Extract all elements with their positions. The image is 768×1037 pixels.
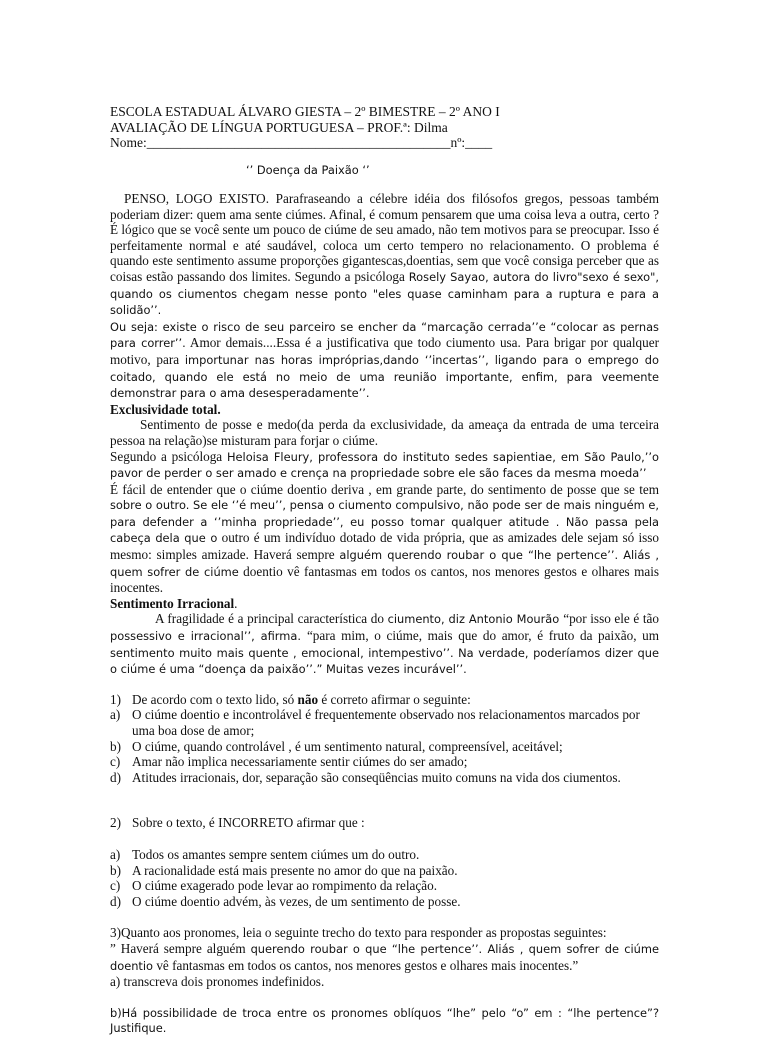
p2-tail: importunar nas horas impróprias,dando ‘’incertas’’, ligando para o emprego do coitado, quando ele está no meio de uma reunião importante, enfim, para veemente demonstrar para o ama desesperadamente’’. — [110, 352, 659, 401]
option-text: O ciúme doentio e incontrolável é frequentemente observado nos relacionamentos marcados por uma boa dose de amor; — [132, 707, 640, 738]
p5-sans-2: alguém querendo roubar o que “lhe pertence’’. Aliás , quem sofrer de ciúme — [110, 548, 659, 579]
header-school: ESCOLA ESTADUAL ÁLVARO GIESTA – 2º BIMESTRE – 2º ANO I — [110, 104, 500, 119]
body-text — [110, 191, 659, 1037]
paragraph-3: Sentimento de posse e medo(da perda da exclusividade, da ameaça da entrada de uma terceira pessoa na relação)se misturam para forjar o ciúme. — [110, 417, 659, 448]
p5-text: É fácil de entender que o ciúme doentio deriva , em grande parte, do sentimento de posse que se tem — [110, 481, 659, 497]
question-2 — [110, 815, 659, 909]
option-text: Amar não implica necessariamente sentir ciúmes do ser amado; — [132, 754, 468, 770]
paragraph-5 — [110, 482, 659, 596]
spacer — [110, 990, 659, 1006]
p1-text: PENSO, LOGO EXISTO. Parafraseando a célebre idéia dos filósofos gregos, pessoas também poderiam dizer: quem ama sente ciúmes. Afinal, é comum pensarem que uma coisa leva a outra, certo ? É lógico que se você sente um pouco de ciúme de seu amado, não tem motivos para se preocupar. Isso é perfeitamente normal e até saudável, coloca um certo tempero no relacionamento. O problema é quando este sentimento assume proporções gigantescas,doentias, sem que você consiga perceber que as coisas estão passando dos limites. Segundo a psicóloga — [110, 191, 659, 284]
question-3a: a) transcreva dois pronomes indefinidos. — [110, 974, 325, 990]
option-letter: b) — [110, 738, 121, 754]
question-1-number: 1) — [110, 691, 121, 707]
question-1-stem — [110, 692, 659, 708]
option-2c — [110, 878, 659, 894]
header — [110, 104, 500, 151]
question-3b: b)Há possibilidade de troca entre os pronomes oblíquos “lhe” pelo “o” em : “lhe pertence”? Justifique. — [110, 1005, 659, 1036]
question-1-post: é correto afirmar o seguinte: — [318, 691, 471, 707]
option-1d — [110, 770, 659, 786]
quote-text: ” Haverá sempre alguém — [110, 940, 251, 956]
heading-exclusividade: Exclusividade total. — [110, 401, 221, 417]
option-text: Atitudes irracionais, dor, separação são conseqüências muito comuns na vida dos ciumentos. — [132, 769, 621, 785]
option-2d — [110, 894, 659, 910]
question-2-stem — [110, 815, 659, 831]
question-1 — [110, 692, 659, 786]
option-text: O ciúme exagerado pode levar ao rompimento da relação. — [132, 878, 438, 894]
spacer — [110, 785, 659, 815]
header-exam: AVALIAÇÃO DE LÍNGUA PORTUGUESA – PROF.ª: Dilma — [110, 119, 448, 135]
option-text: Todos os amantes sempre sentem ciúmes um do outro. — [132, 846, 420, 862]
p5-sans: sobre o outro. Se ele ‘’é meu’’, pensa o ciumento compulsivo, não pode ser de mais ninguém e, para defender a ‘’minha propriedade’’, eu posso tomar qualquer atitude . Não passa pela cabeça dela que o — [110, 498, 659, 546]
paragraph-2 — [110, 319, 659, 402]
question-2-text: Sobre o texto, é INCORRETO afirmar que : — [132, 815, 365, 831]
paragraph-1 — [110, 191, 659, 319]
option-letter: c) — [110, 878, 121, 894]
p6-sans: ciumento, diz Antonio Mourão — [387, 612, 564, 627]
p1-quote: Rosely Sayao, autora do livro"sexo é sexo", quando os ciumentos chegam nesse ponto "eles quase caminham para a ruptura e para a solidão’’. — [110, 269, 659, 318]
p4-quote: Heloisa Fleury, professora do instituto sedes sapientiae, em São Paulo,’’o pavor de perder o ser amado e crença na propriedade sobre ele são faces da mesma moeda’’ — [110, 449, 659, 481]
quote-text-2: vê fantasmas em todos os cantos, nos menores gestos e olhares mais inocentes.” — [153, 957, 579, 973]
p6-sans-2: possessivo e irracional’’, afirma. — [110, 629, 307, 644]
text-title: ‘’ Doença da Paixão ‘’ — [246, 163, 370, 177]
quote-sans: querendo roubar o que “lhe pertence’’. Aliás , quem sofrer de ciúme doentio — [110, 941, 659, 973]
heading-irracional-text: Sentimento Irracional — [110, 595, 235, 611]
spacer — [110, 909, 659, 925]
option-1b — [110, 739, 659, 755]
p6-text-3: “para mim, o ciúme, mais que do amor, é fruto da paixão, um — [306, 628, 659, 644]
option-letter: b) — [110, 862, 121, 878]
question-1-pre: De acordo com o texto lido, só — [132, 691, 298, 707]
question-1-text — [132, 692, 659, 708]
p4-text: Segundo a psicóloga — [110, 448, 227, 464]
option-text: O ciúme doentio advém, às vezes, de um sentimento de posse. — [132, 893, 461, 909]
question-3 — [110, 925, 659, 1037]
question-2-number: 2) — [110, 815, 121, 831]
option-text: A racionalidade está mais presente no amor do que na paixão. — [132, 862, 458, 878]
option-2b — [110, 863, 659, 879]
p5-text-2: outro é um indivíduo dotado de vida própria, que as amizades dele sejam só isso mesmo: simples amizade. Haverá sempre — [110, 530, 659, 563]
p5-text-3: doentio vê fantasmas em todos os cantos, nos menores gestos e olhares mais inocentes. — [110, 563, 659, 596]
p6-text: A fragilidade é a principal característica do — [155, 611, 388, 627]
option-text: O ciúme, quando controlável , é um sentimento natural, compreensível, aceitável; — [132, 738, 563, 754]
paragraph-4 — [110, 449, 659, 482]
option-letter: a) — [110, 707, 121, 723]
heading-irracional — [110, 596, 659, 612]
question-3-quote — [110, 941, 659, 974]
option-1c — [110, 754, 659, 770]
p6-text-2: “por isso ele é tão — [563, 611, 659, 627]
spacer — [110, 831, 659, 847]
p6-sans-3: sentimento muito mais quente , emocional, intempestivo’’. Na verdade, poderíamos dizer que o ciúme é uma “doença da paixão’’.” Muitas vezes incurável’’. — [110, 645, 659, 677]
question-3-intro: 3)Quanto aos pronomes, leia o seguinte trecho do texto para responder as propostas seguintes: — [110, 925, 607, 941]
paragraph-6 — [110, 611, 659, 677]
option-letter: a) — [110, 846, 121, 862]
option-letter: c) — [110, 754, 121, 770]
heading-irracional-dot: . — [234, 595, 238, 611]
question-1-bold: não — [297, 691, 319, 707]
option-letter: d) — [110, 893, 121, 909]
p2-text: Amor demais....Essa é a justificativa que todo ciumento usa. Para brigar por qualquer motivo, para — [110, 335, 659, 367]
p2-quote: Ou seja: existe o risco de seu parceiro se encher da “marcação cerrada’’e “colocar as pernas para correr’’. — [110, 319, 659, 351]
header-name-line: Nome:_____________________________________________nº:____ — [110, 135, 493, 150]
option-2a — [110, 847, 659, 863]
option-1a — [110, 707, 659, 738]
option-letter: d) — [110, 769, 121, 785]
